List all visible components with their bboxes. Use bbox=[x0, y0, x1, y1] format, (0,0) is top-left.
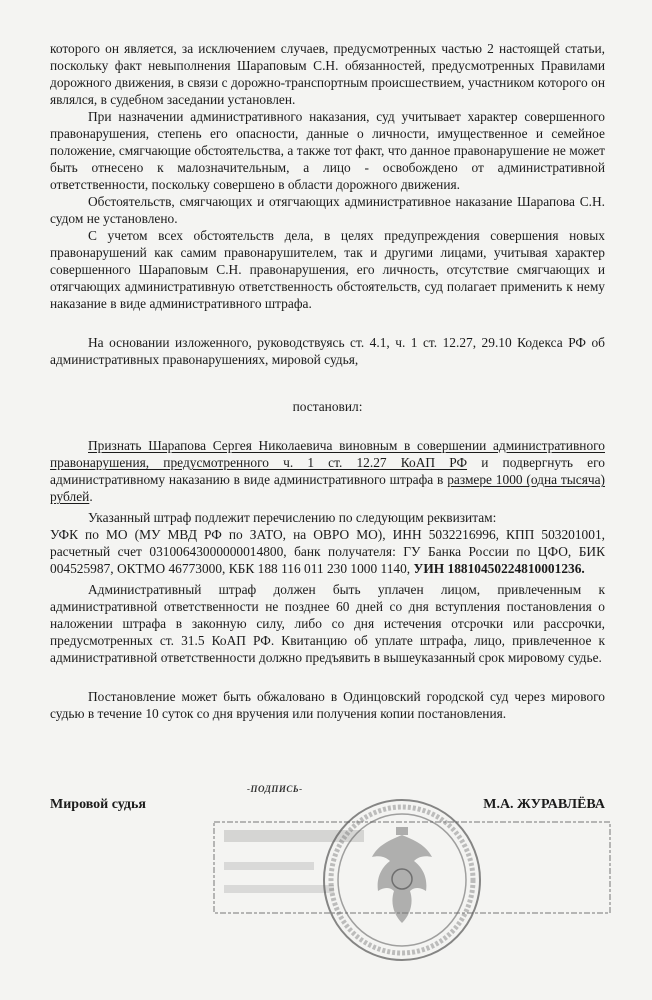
paragraph-5: На основании изложенного, руководствуясь ст. 4.1, ч. 1 ст. 12.27, 29.10 Кодекса РФ об административных правонарушениях, мировой судья, bbox=[50, 335, 605, 367]
paragraph-fine: Административный штраф должен быть уплачен лицом, привлеченным к административной ответственности не позднее 60 дней со дня вступления постановления о наложении штрафа в законную силу, либо со дня истечения отсрочки или рассрочки, предусмотренных ст. 31.5 КоАП РФ. Квитанцию об уплате штрафа, лицо, привлеченное к административной ответственности должно предъявить в вышеуказанный срок мировому судье. bbox=[50, 582, 605, 665]
judge-name: М.А. ЖУРАВЛЁВА bbox=[483, 797, 605, 812]
paragraph-2: При назначении административного наказания, суд учитывает характер совершенного правонарушения, степень его опасности, данные о личности, имущественное и семейное положение, смягчающие обстоятельства, а также тот факт, что данное правонарушение не может быть отнесено к малозначительным, а лицо - освобождено от административной ответственности, поскольку совершено в области дорожного движения. bbox=[50, 109, 605, 192]
court-seal-icon bbox=[320, 795, 485, 965]
ruling-amount: размере 1000 (одна тысяча) рублей bbox=[50, 472, 605, 504]
ruling-mid-text: и подвергнуть его административному наказанию в виде административного штрафа в bbox=[50, 455, 605, 487]
paragraph-appeal: Постановление может быть обжаловано в Одинцовский городской суд через мирового судью в течение 10 суток со дня вручения или получения копии постановления. bbox=[50, 689, 605, 721]
paragraph-4: С учетом всех обстоятельств дела, в целях предупреждения совершения новых правонарушений как самим правонарушителем, так и другими лицами, учитывая характер совершенного Шараповым С.Н. правонарушения, его личность, отсутствие смягчающих и отягчающих административную ответственность обстоятельств, суд полагает применить к нему наказание в виде административного штрафа. bbox=[50, 228, 605, 311]
signature-placeholder: -ПОДПИСЬ- bbox=[247, 784, 303, 794]
ruling-paragraph bbox=[50, 437, 605, 505]
requisites-text: УФК по МО (МУ МВД РФ по ЗАТО, на ОВРО МО), ИНН 5032216996, КПП 503201001, расчетный счет 03100643000000014800, банк получателя: ГУ Банка России по ЦФО, БИК 004525987, ОКТМО 46773000, КБК 188 116 011 230 1000 1140, bbox=[50, 527, 605, 576]
ruling-end: . bbox=[89, 489, 93, 504]
requisites-intro: Указанный штраф подлежит перечислению по следующим реквизитам: bbox=[88, 510, 497, 525]
requisites-body bbox=[50, 526, 605, 577]
ruling-heading: постановил: bbox=[292, 399, 363, 414]
judge-title: Мировой судья bbox=[50, 797, 146, 812]
document-body bbox=[50, 40, 605, 722]
uin-number: УИН 18810450224810001236. bbox=[413, 561, 585, 576]
paragraph-3: Обстоятельств, смягчающих и отягчающих административное наказание Шарапова С.Н. судом не установлено. bbox=[50, 194, 605, 226]
paragraph-1: которого он является, за исключением случаев, предусмотренных частью 2 настоящей статьи, поскольку факт невыполнения Шараповым С.Н. обязанностей, предусмотренных Правилами дорожного движения, в связи с дорожно-транспортным происшествием, участником которого он являлся, в судебном заседании установлен. bbox=[50, 41, 605, 107]
ruling-underlined-text: Признать Шарапова Сергея Николаевича виновным в совершении административного правонарушения, предусмотренного ч. 1 ст. 12.27 КоАП РФ bbox=[50, 438, 605, 470]
